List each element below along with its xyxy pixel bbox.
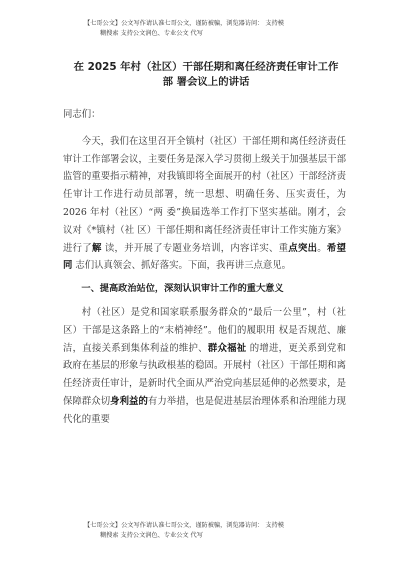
document-title — [40, 60, 372, 90]
footer-line-1: 【七哥公文】公文写作请认准七哥公文，谨防被骗，浏览器访问： 支持模 — [84, 522, 284, 529]
paragraph-1-text-a: 今天，我们在这里召开全镇村（社区）干部任期和离任经济责任审计工作部署会议，主要任务是深入学习贯彻上级关于加强基层干部监管的重要指示精神，对我镇即将全面展开的村（社区）干部经济责任审计工作进行动员部署，统一思想、明确任务、压实责任，为 2026 年村（社区）“两 委”换届选举工作打下坚实基础。刚才，会议对《*镇村（社 区）干部任期和离任经济责任审计工作实施方案》进行了 — [63, 135, 346, 254]
paragraph-2-text-a: 村（社区）是党和国家联系服务群众的“最后一公里”，村（社区）干部是这条路上的“末梢神经”。他们的履职用 权是否规范、廉洁，直接关系到集体利益的维护、 — [63, 306, 346, 354]
paragraph-1-text-c: 。 — [317, 242, 327, 254]
paragraph-2-bold-a: 群众福祉 — [207, 342, 247, 354]
paragraph-1-bold-b: 点突出 — [288, 242, 318, 254]
page-header — [84, 19, 344, 38]
paragraph-1-text-b: 读，并开展了专题业务培训，内容详实、重 — [101, 242, 289, 254]
paragraph-2 — [63, 304, 346, 429]
document-body — [63, 106, 346, 429]
header-line-2: 糊搜索 支持公文润色、专业公文 代写 — [100, 29, 203, 37]
paragraph-1 — [63, 133, 346, 275]
paragraph-1-bold-a: 解 — [91, 242, 102, 254]
paragraph-2-text-b: 的增进，更关系到党和政府在基层的形象与执政根基的稳固。开展村（社区）干部任期和离任经济责任审计，是新时代全面从严治党向基层延伸的必然要求，是保障群众切 — [63, 342, 346, 407]
paragraph-1-text-d: 志们认真领会、抓好落实。下面，我再讲三点意见。 — [72, 260, 291, 272]
paragraph-2-text-c: 有力举措，也是促进基层治理体系和治理能力现代化的重要 — [63, 395, 346, 425]
paragraph-1-bold-c: 希望同 — [63, 242, 346, 272]
header-line-1: 【七哥公文】公文写作请认准七哥公文，谨防被骗，浏览器访问： 支持模 — [84, 20, 284, 27]
title-line-2: 部 署会议上的讲话 — [162, 76, 250, 88]
paragraph-2-bold-b: 身利益的 — [110, 395, 148, 407]
section-heading-1: 一、提高政治站位，深刻认识审计工作的重大意义 — [81, 283, 284, 295]
title-line-1: 在 2025 年村（社区）干部任期和离任经济责任审计工作 — [73, 61, 339, 73]
page-footer — [84, 521, 344, 540]
greeting: 同志们： — [63, 109, 101, 120]
footer-line-2: 糊搜索 支持公文润色、专业公文 代写 — [100, 531, 203, 539]
